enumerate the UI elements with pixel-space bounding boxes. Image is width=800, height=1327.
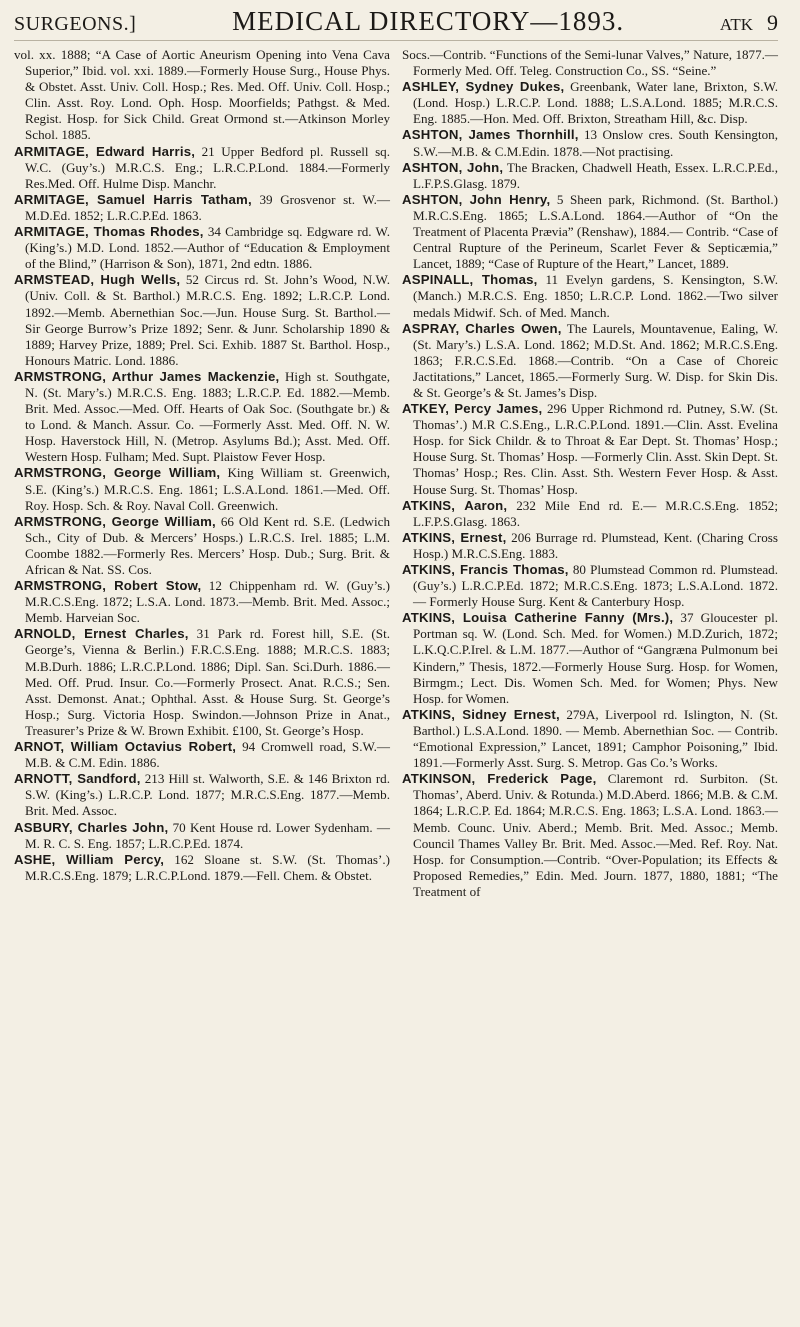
directory-entry <box>402 610 778 707</box>
directory-entry <box>14 465 390 513</box>
entry-text: 12 Chippenham rd. W. (Guy’s.) M.R.C.S.Eng. 1872; L.S.A. Lond. 1873.—Memb. Brit. Med. Assoc.; Memb. Harveian Soc. <box>25 578 390 626</box>
directory-entry <box>402 562 778 610</box>
entry-text: High st. Southgate, N. (St. Mary’s.) M.R.C.S. Eng. 1883; L.R.C.P. Ed. 1882.—Memb. Brit. Med. Assoc.—Med. Off. Hearts of Oak Soc. (Southgate br.) & to Lond. & Manch. Assur. Co. —Formerly Asst. Med. Off. N. W. Hosp. Haverstock Hill, N. (Metrop. Asylums Bd.); Asst. Med. Off. Western Hosp. Fulham; Med. Supt. Plaistow Fever Hosp. <box>25 368 390 465</box>
directory-entry <box>402 192 778 272</box>
entry-name: ARMSTEAD, Hugh Wells, <box>14 272 181 288</box>
entry-text: 31 Park rd. Forest hill, S.E. (St. George’s, Vienna & Berlin.) F.R.C.S.Eng. 1888; M.R.C.S. 1883; M.B.Durh. 1886; L.R.C.P.Lond. 1886; Dipl. San. Sci.Durh. 1886.—Med. Off. Prud. Insur. Co.—Formerly Prosect. Anat. R.C.S.; Sen. Asst. Demonst. Anat.; Ophthal. Asst. & House Surg. St. George’s Hosp.; Surg. Victoria Hosp. Swindon.—Johnson Prize in Anat., Treasurer’s Prize & W. Brown Exhibit. £100, St. George’s Hosp. <box>25 626 390 738</box>
entry-name: ATKINS, Sidney Ernest, <box>402 706 560 722</box>
directory-entry <box>14 47 390 144</box>
entry-name: ASHTON, James Thornhill, <box>402 127 579 143</box>
directory-entry <box>14 272 390 369</box>
directory-entry <box>14 739 390 771</box>
entry-text: 66 Old Kent rd. S.E. (Ledwich Sch., City of Dub. & Mercers’ Hosps.) L.R.C.S. Irel. 1885; L.M. Coombe 1882.—Formerly Res. Mercers’ Hosp. Dub.; Surg. Brit. & African & Nat. SS. Cos. <box>25 513 390 577</box>
entry-text: 232 Mile End rd. E.— M.R.C.S.Eng. 1852; L.F.P.S.Glasg. 1863. <box>413 497 778 529</box>
entry-text: 70 Kent House rd. Lower Sydenham. — M. R. C. S. Eng. 1857; L.R.C.P.Ed. 1874. <box>25 819 391 851</box>
left-column <box>14 47 390 900</box>
directory-entry <box>14 626 390 739</box>
entry-text: 80 Plumstead Common rd. Plumstead. (Guy’s.) L.R.C.P.Ed. 1872; M.R.C.S.Eng. 1873; L.S.A.Lond. 1872.— Formerly House Surg. Kent & Canterbury Hosp. <box>413 562 778 610</box>
entry-text: 213 Hill st. Walworth, S.E. & 146 Brixton rd. S.W. (King’s.) L.R.C.P. Lond. 1877; M.R.C.S.Eng. 1877.—Memb. Brit. Med. Assoc. <box>25 771 390 819</box>
directory-entry <box>402 530 778 562</box>
entry-text: The Bracken, Chadwell Heath, Essex. L.R.C.P.Ed., L.F.P.S.Glasg. 1879. <box>413 159 778 191</box>
entry-name: ATKINS, Francis Thomas, <box>402 562 569 577</box>
entry-text: Greenbank, Water lane, Brixton, S.W. (Lond. Hosp.) L.R.C.P. Lond. 1888; L.S.A.Lond. 1885; M.R.C.S. Eng. 1885.—Hon. Med. Off. Brixton, Streatham Hill, &c. Disp. <box>413 79 778 127</box>
entry-text: Socs.—Contrib. “Functions of the Semi-lunar Valves,” Nature, 1877.—Formerly Med. Off. Teleg. Construction Co., SS. “Seine.” <box>402 47 778 79</box>
entry-text: 21 Upper Bedford pl. Russell sq. W.C. (Guy’s.) M.R.C.S. Eng.; L.R.C.P.Lond. 1884.—Formerly Res.Med. Off. Hulme Disp. Manchr. <box>25 143 390 191</box>
entry-name: ASHTON, John, <box>402 159 504 175</box>
directory-entry <box>14 514 390 578</box>
directory-entry <box>14 144 390 192</box>
entry-text: 37 Gloucester pl. Portman sq. W. (Lond. Sch. Med. for Women.) M.D.Zurich, 1872; L.K.Q.C.P.Irel. & L.M. 1877.—Author of “Gangræna Pulmonum bei Kindern,” Thesis, 1872.—Formerly House Surg. Hosp. for Women, Birmgm.; Lect. Dis. Women Sch. Med. for Women; Phys. New Hosp. for Women. <box>413 610 778 706</box>
entry-name: ARMSTRONG, George William, <box>14 513 216 529</box>
entry-text: 34 Cambridge sq. Edgware rd. W. (King’s.) M.D. Lond. 1852.—Author of “Education & Employment of the Blind,” (Harrison & Son), 1871, 2nd edtn. 1886. <box>25 224 390 272</box>
entry-name: ATKINS, Ernest, <box>402 529 507 545</box>
directory-entry <box>14 192 390 224</box>
directory-entry <box>14 578 390 626</box>
entry-name: ASHLEY, Sydney Dukes, <box>402 79 565 95</box>
section-label: SURGEONS.] <box>14 13 137 35</box>
entry-text: vol. xx. 1888; “A Case of Aortic Aneurism Opening into Vena Cava Superior,” Ibid. vol. xxi. 1889.—Formerly House Surg., House Phys. & Obstet. Asst. Univ. Coll. Hosp.; Res. Med. Off. Univ. Coll. Hosp.; Clin. Asst. Roy. Lond. Oph. Hosp. Moorfields; Pathgst. & Med. Regist. Hosp. for Sick Child. Great Ormond st.—Atkinson Morley Schol. 1885. <box>14 47 390 143</box>
entry-text: 162 Sloane st. S.W. (St. Thomas’.) M.R.C.S.Eng. 1879; L.R.C.P.Lond. 1879.—Fell. Chem. & Obstet. <box>25 851 391 883</box>
entry-name: ARMITAGE, Samuel Harris Tatham, <box>14 191 252 207</box>
entry-name: ASPINALL, Thomas, <box>402 272 538 288</box>
entry-name: ARNOT, William Octavius Robert, <box>14 739 237 755</box>
running-header <box>14 6 778 41</box>
entry-text: 206 Burrage rd. Plumstead, Kent. (Charing Cross Hosp.) M.R.C.S.Eng. 1883. <box>413 529 778 561</box>
page-title: MEDICAL DIRECTORY—1893. <box>232 6 625 36</box>
directory-entry <box>14 224 390 272</box>
entry-text: 13 Onslow cres. South Kensington, S.W.—M.B. & C.M.Edin. 1878.—Not practising. <box>413 127 778 159</box>
directory-entry <box>402 401 778 498</box>
entry-name: ARNOLD, Ernest Charles, <box>14 626 189 642</box>
entry-name: ASHTON, John Henry, <box>402 191 551 207</box>
entry-name: ARMITAGE, Thomas Rhodes, <box>14 224 204 240</box>
entry-name: ARMSTRONG, Robert Stow, <box>14 578 202 594</box>
entry-name: ASBURY, Charles John, <box>14 819 169 835</box>
entry-text: 296 Upper Richmond rd. Putney, S.W. (St. Thomas’.) M.R C.S.Eng., L.R.C.P.Lond. 1891.—Clin. Asst. Evelina Hosp. for Sick Childr. & to Throat & Ear Dept. St. Thomas’ Hosp.; House Surg. St. Thomas’ Hosp. —Formerly Clin. Asst. Skin Dept. St. Thomas’ Hosp.; Res. Clin. Asst. Sth. Western Fever Hosp. & Asst. House Surg. St. Thomas’ Hosp. <box>413 401 778 497</box>
entry-name: ATKINS, Aaron, <box>402 497 508 513</box>
entry-text: 52 Circus rd. St. John’s Wood, N.W. (Univ. Coll. & St. Barthol.) M.R.C.S. Eng. 1892; L.R.C.P. Lond. 1892.—Memb. Abernethian Soc.—Jun. House Surg. St. Barthol.—Sir George Burrow’s Prize 1892; Senr. & Junr. Scholarship 1890 & 1889; Harvey Prize, 1889; Prel. Sci. Exhib. 1887 St. Barthol. Hosp., Honours Matric. Lond. 1886. <box>25 272 390 368</box>
entry-text: 279A, Liverpool rd. Islington, N. (St. Barthol.) L.S.A.Lond. 1890. — Memb. Abernethian Soc. — Contrib. “Emotional Expression,” Lancet, 1891; Camphor Poisoning,” Ibid. 1891.—Formerly Asst. Surg. S. Metrop. Gas Co.’s Works. <box>413 706 778 771</box>
entry-text: 94 Cromwell road, S.W.—M.B. & C.M. Edin. 1886. <box>25 739 390 771</box>
entry-name: ATKINSON, Frederick Page, <box>402 771 597 787</box>
page-number: 9 <box>766 10 778 35</box>
entry-name: ARMSTRONG, Arthur James Mackenzie, <box>14 368 280 384</box>
directory-entry <box>402 321 778 401</box>
directory-entry <box>402 160 778 192</box>
directory-entry <box>402 79 778 127</box>
entry-text: The Laurels, Mountavenue, Ealing, W. (St. Mary’s.) L.S.A. Lond. 1862; M.D.St. And. 1862; M.R.C.S.Eng. 1863; F.R.C.S.Ed. 1868.—Contrib. “On a Case of Choreic Jactitations,” Lancet, 1865.—Formerly Surg. W. Disp. for Skin Dis. & St. George’s & St. James’s Disp. <box>413 320 778 400</box>
entry-name: ARMSTRONG, George William, <box>14 465 221 481</box>
right-column <box>402 47 778 900</box>
directory-entry <box>14 852 390 884</box>
directory-entry <box>402 47 778 79</box>
entry-name: ATKINS, Louisa Catherine Fanny (Mrs.), <box>402 610 674 626</box>
entry-text: 5 Sheen park, Richmond. (St. Barthol.) M.R.C.S.Eng. 1865; L.S.A.Lond. 1864.—Author of “On the Treatment of Placenta Prævia” (Renshaw), 1884.— Contrib. “Case of Central Rupture of the Perineum, Scarlet Fever & Septicæmia,” Lancet, 1889; “Case of Rupture of the Heart,” Lancet, 1889. <box>413 191 778 272</box>
text-columns <box>14 47 778 900</box>
directory-entry <box>14 820 390 852</box>
alpha-range: ATK <box>719 15 753 34</box>
header-right <box>720 10 778 36</box>
directory-entry <box>402 771 778 900</box>
entry-text: 11 Evelyn gardens, S. Kensington, S.W. (Manch.) M.R.C.S. Eng. 1850; L.R.C.P. Lond. 1862.—Two silver medals Midwif. Sch. of Med. Manch. <box>413 272 778 320</box>
entry-text: Claremont rd. Surbiton. (St. Thomas’, Aberd. Univ. & Rotunda.) M.D.Aberd. 1866; M.B. & C.M. 1864; L.R.C.P. Ed. 1864; M.R.C.S. Eng. 1863; L.S.A. Lond. 1863.—Memb. Counc. Univ. Aberd.; Memb. Brit. Med. Assoc.; Memb. Council Thames Valley Br. Brit. Med. Assoc.—Med. Ref. Roy. Nat. Hosp. for Consumption.—Contrib. “Over-Population; its Effects & Proposed Remedies,” Edin. Med. Journ. 1877, 1880, 1881; “The Treatment of <box>413 771 778 899</box>
directory-entry <box>402 272 778 320</box>
entry-text: King William st. Greenwich, S.E. (King’s.) M.R.C.S. Eng. 1861; L.S.A.Lond. 1861.—Med. Off. Roy. Hosp. Sch. & Roy. Naval Coll. Greenwich. <box>25 465 390 513</box>
entry-name: ASPRAY, Charles Owen, <box>402 320 562 336</box>
entry-text: 39 Grosvenor st. W.—M.D.Ed. 1852; L.R.C.P.Ed. 1863. <box>25 191 390 223</box>
directory-entry <box>402 707 778 771</box>
entry-name: ASHE, William Percy, <box>14 851 165 867</box>
directory-entry <box>402 498 778 530</box>
entry-name: ATKEY, Percy James, <box>402 401 543 417</box>
directory-entry <box>14 369 390 466</box>
entry-name: ARNOTT, Sandford, <box>14 771 141 787</box>
directory-entry <box>402 127 778 159</box>
directory-entry <box>14 771 390 819</box>
entry-name: ARMITAGE, Edward Harris, <box>14 143 196 159</box>
